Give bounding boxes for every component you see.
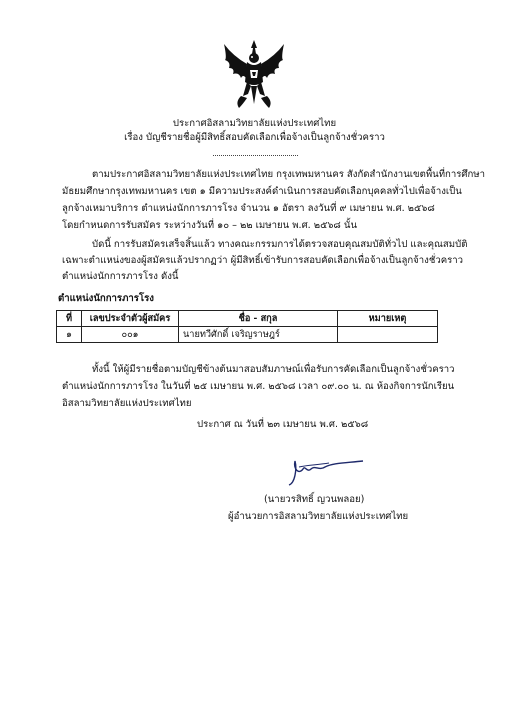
- col-header-applicant-id: เลขประจำตัวผู้สมัคร: [82, 311, 179, 327]
- para2-line: บัดนี้ การรับสมัครเสร็จสิ้นแล้ว ทางคณะกรรมการได้ตรวจสอบคุณสมบัติทั่วไป และคุณสมบัติ: [92, 239, 468, 250]
- cell-remark: [338, 327, 438, 343]
- para1-line: โดยกำหนดการรับสมัคร ระหว่างวันที่ ๑๐ – ๒๒ เมษายน พ.ศ. ๒๕๖๘ นั้น: [62, 220, 357, 231]
- announced-date: ประกาศ ณ วันที่ ๒๓ เมษายน พ.ศ. ๒๕๖๘: [197, 419, 369, 430]
- garuda-emblem-icon: [221, 38, 287, 112]
- candidate-table: [56, 310, 438, 343]
- col-header-remark: หมายเหตุ: [338, 311, 438, 327]
- cell-name: นายทวีศักดิ์ เจริญราษฎร์: [179, 327, 338, 343]
- title-divider: [213, 155, 298, 156]
- signer-name: (นายวรสิทธิ์ ญวนพลอย): [264, 494, 365, 505]
- cell-no: ๑: [57, 327, 82, 343]
- para1-line: ลูกจ้างเหมาบริการ ตำแหน่งนักการภารโรง จำนวน ๑ อัตรา ลงวันที่ ๙ เมษายน พ.ศ. ๒๕๖๘: [62, 203, 435, 214]
- announcement-title: ประกาศอิสลามวิทยาลัยแห่งประเทศไทย: [172, 118, 337, 129]
- para3-line: ตำแหน่งนักการภารโรง ในวันที่ ๒๕ เมษายน พ.ศ. ๒๕๖๘ เวลา ๐๙.๐๐ น. ณ ห้องกิจการนักเรียน: [62, 381, 455, 392]
- subject-line: เรื่อง บัญชีรายชื่อผู้มีสิทธิ์สอบคัดเลือกเพื่อจ้างเป็นลูกจ้างชั่วคราว: [124, 132, 385, 143]
- para2-line: เฉพาะตำแหน่งของผู้สมัครแล้วปรากฏว่า ผู้มีสิทธิ์เข้ารับการสอบคัดเลือกเพื่อจ้างเป็นลูกจ้างชั่วคราว: [62, 255, 464, 266]
- signer-title: ผู้อำนวยการอิสลามวิทยาลัยแห่งประเทศไทย: [228, 511, 409, 522]
- col-header-no: ที่: [57, 311, 82, 327]
- para1-line: ตามประกาศอิสลามวิทยาลัยแห่งประเทศไทย กรุงเทพมหานคร สังกัดสำนักงานเขตพื้นที่การศึกษา: [92, 169, 485, 180]
- signature-icon: [285, 455, 365, 491]
- para3-line: ทั้งนี้ ให้ผู้มีรายชื่อตามบัญชีข้างต้นมาสอบสัมภาษณ์เพื่อรับการคัดเลือกเป็นลูกจ้างชั่วคราว: [92, 364, 455, 375]
- table-row: [57, 327, 438, 343]
- para2-line: ตำแหน่งนักการภารโรง ดังนี้: [62, 271, 179, 282]
- para3-line: อิสลามวิทยาลัยแห่งประเทศไทย: [62, 398, 192, 409]
- position-heading: ตำแหน่งนักการภารโรง: [58, 293, 154, 304]
- col-header-name: ชื่อ - สกุล: [179, 311, 338, 327]
- table-header-row: [57, 311, 438, 327]
- para1-line: มัธยมศึกษากรุงเทพมหานคร เขต ๑ มีความประสงค์ดำเนินการสอบคัดเลือกบุคคลทั่วไปเพื่อจ้างเป็น: [62, 186, 462, 197]
- cell-applicant-id: ๐๐๑: [82, 327, 179, 343]
